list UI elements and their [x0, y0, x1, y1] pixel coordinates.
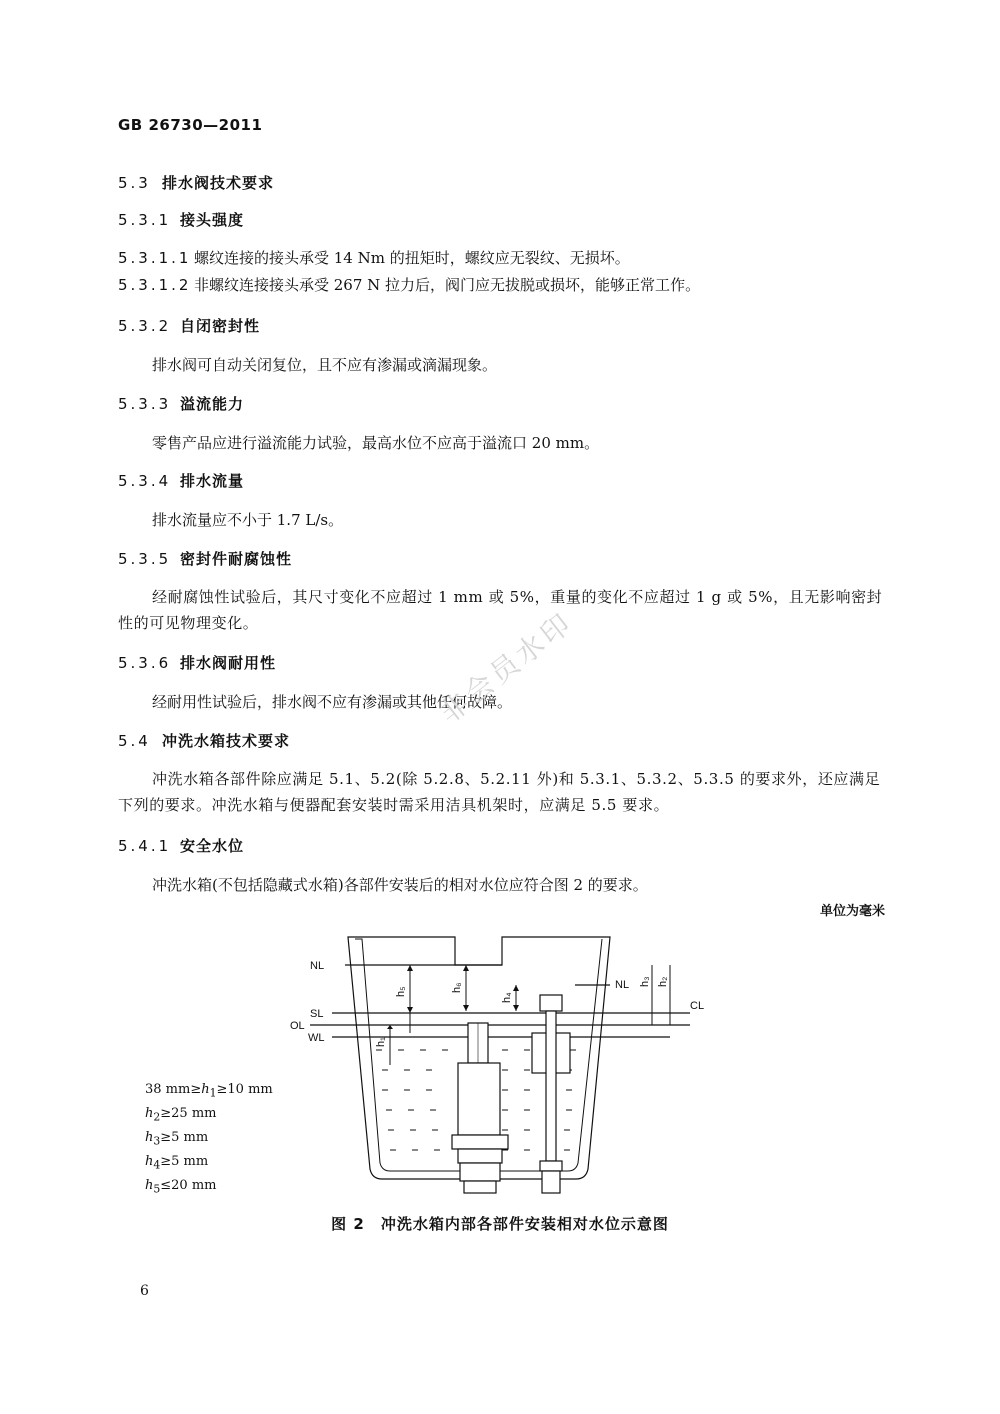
unit-note: 单位为毫米: [819, 904, 885, 919]
paragraph: 经耐腐蚀性试验后，其尺寸变化不应超过 1 mm 或 5%，重量的变化不应超过 1 g 或 5%，且无影响密封性的可见物理变化。: [118, 588, 883, 632]
section-5-4-1: [118, 836, 244, 856]
section-5-3-6: [118, 653, 276, 673]
clause-5-3-1-1: [118, 248, 630, 268]
flush-valve: [452, 1023, 508, 1193]
standard-number: GB 26730—2011: [118, 116, 263, 134]
section-title: 排水阀耐用性: [180, 654, 277, 672]
dim-h1: h₁: [375, 1037, 387, 1047]
section-title: 自闭密封性: [180, 317, 261, 335]
section-5-3-2: [118, 316, 260, 336]
dim-h6: h₆: [451, 982, 463, 993]
section-title: 安全水位: [180, 837, 245, 855]
section-number: 5.3.4: [118, 472, 172, 490]
section-5-4: [118, 731, 290, 751]
dim-h3: h₃: [639, 976, 651, 987]
label-wl: WL: [308, 1032, 325, 1044]
label-nl: NL: [310, 960, 325, 972]
clause-number: 5.3.1.2: [118, 276, 192, 294]
section-number: 5.3.3: [118, 395, 172, 413]
label-nl-right: NL: [615, 979, 630, 991]
page-number: 6: [140, 1283, 149, 1299]
formula-h4: $h_4\ge 5$ mm: [145, 1154, 209, 1172]
section-title: 溢流能力: [180, 395, 245, 413]
section-5-3-5: [118, 549, 292, 569]
formula-h1: 38 $mm\ge h_1\ge 10$ mm: [145, 1082, 273, 1100]
label-ol: OL: [290, 1020, 305, 1032]
section-title: 排水流量: [180, 472, 245, 490]
section-number: 5.3: [118, 174, 151, 192]
label-sl: SL: [310, 1008, 324, 1020]
figure-caption: 图 2 冲洗水箱内部各部件安装相对水位示意图: [331, 1215, 669, 1233]
paragraph: 冲洗水箱各部件除应满足 5.1、5.2(除 5.2.8、5.2.11 外)和 5.3.1、5.3.2、5.3.5 的要求外，还应满足下列的要求。冲洗水箱与便器配套安装时需采用洁具机架时，应满足 5.5 要求。: [118, 770, 881, 814]
paragraph: 零售产品应进行溢流能力试验，最高水位不应高于溢流口 20 mm。: [152, 434, 600, 452]
section-number: 5.4.1: [118, 837, 172, 855]
section-title: 接头强度: [180, 211, 245, 229]
section-number: 5.3.1: [118, 211, 172, 229]
section-number: 5.3.6: [118, 654, 172, 672]
section-5-3-3: [118, 394, 244, 414]
section-number: 5.3.2: [118, 317, 172, 335]
paragraph: 冲洗水箱(不包括隐藏式水箱)各部件安装后的相对水位应符合图 2 的要求。: [152, 876, 648, 894]
section-5-3-4: [118, 471, 244, 491]
paragraph: 排水阀可自动关闭复位，且不应有渗漏或滴漏现象。: [152, 356, 498, 374]
section-title: 冲洗水箱技术要求: [162, 732, 291, 750]
section-title: 排水阀技术要求: [162, 174, 275, 192]
dim-h5: h₅: [395, 986, 407, 997]
clause-text: 非螺纹连接接头承受 267 N 拉力后，阀门应无拔脱或损坏，能够正常工作。: [194, 276, 701, 294]
clause-text: 螺纹连接的接头承受 14 Nm 的扭矩时，螺纹应无裂纹、无损坏。: [194, 249, 630, 267]
label-cl: CL: [690, 1000, 705, 1012]
clause-number: 5.3.1.1: [118, 249, 192, 267]
tank-water-level-diagram: [270, 925, 720, 1200]
formula-h2: $h_2\ge 25$ mm: [145, 1106, 217, 1124]
formula-h3: $h_3\ge 5$ mm: [145, 1130, 209, 1148]
paragraph: 经耐用性试验后，排水阀不应有渗漏或其他任何故障。: [152, 693, 513, 711]
section-5-3-1: [118, 210, 244, 230]
dim-h2: h₂: [657, 976, 669, 987]
watermark: 非会员水印: [433, 605, 580, 730]
section-number: 5.4: [118, 732, 151, 750]
section-number: 5.3.5: [118, 550, 172, 568]
section-title: 密封件耐腐蚀性: [180, 550, 293, 568]
section-5-3: [118, 173, 274, 193]
clause-5-3-1-2: [118, 275, 700, 295]
formula-h5: $h_5\le 20$ mm: [145, 1178, 217, 1196]
paragraph: 排水流量应不小于 1.7 L/s。: [152, 511, 344, 529]
dim-h4: h₄: [501, 992, 513, 1003]
